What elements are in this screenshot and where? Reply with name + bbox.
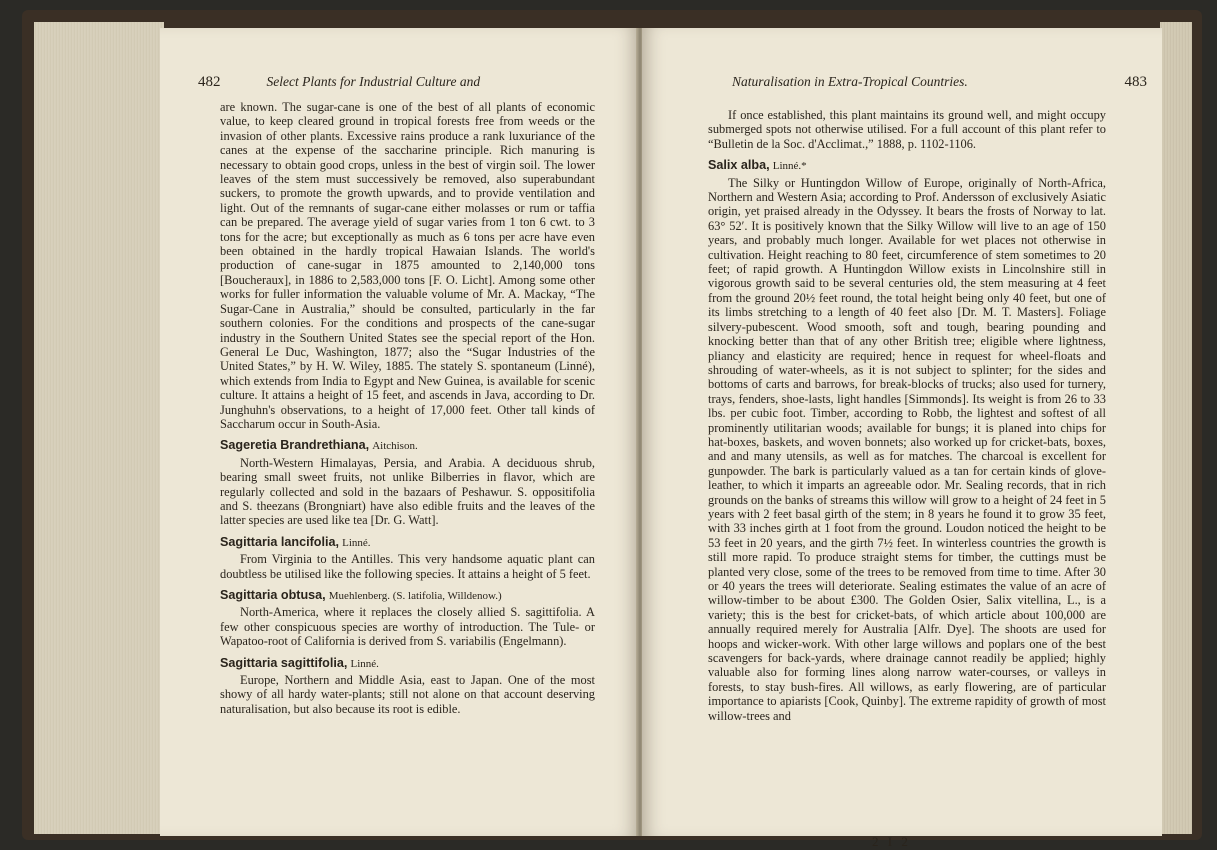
entry-name: Sagittaria sagittifolia, (220, 655, 348, 670)
entry-text: North-America, where it replaces the closely allied S. sagittifolia. A few other conspicuous species are worthy of introduction. The Tule- or Wapatoo-root of California is derived from S. variabilis (Engelmann). (220, 605, 595, 649)
entry-heading (220, 535, 595, 550)
left-page-number: 482 (198, 74, 221, 90)
entry-name: Salix alba, (708, 158, 770, 173)
entry-heading (220, 656, 595, 671)
right-page (642, 28, 1162, 849)
right-page-number: 483 (1124, 74, 1147, 90)
left-page-edges (34, 22, 164, 834)
entry-text: Europe, Northern and Middle Asia, east to Japan. One of the most showy of all hardy water-plants; still not alone on that account deserving naturalisation, but also because its root is edible. (220, 673, 595, 716)
right-running-head (732, 74, 1147, 92)
right-running-title: Naturalisation in Extra-Tropical Countries. (732, 74, 968, 89)
entry-authority: Linné. (342, 536, 371, 549)
left-page (160, 28, 638, 836)
entry-text: North-Western Himalayas, Persia, and Arabia. A deciduous shrub, bearing small sweet fruits, not unlike Bilberries in flavor, which are regularly collected and sold in the bazaars of Peshawur. S. oppositifolia and S. theezans (Brongniart) have also edible fruits and the leaves of the latter species are used like tea [Dr. G. Watt]. (220, 455, 595, 528)
entry-name: Sagittaria lancifolia, (220, 534, 339, 549)
entry-authority: Linné.* (772, 160, 807, 173)
right-page-edges (1160, 22, 1192, 834)
entry-authority: Linné. (350, 657, 379, 670)
entry-text: The Silky or Huntingdon Willow of Europe, originally of North-Africa, Northern and Western Asia; according to Prof. Andersson of exclusively Asiatic origin, yet praised already in the Odyssey. It bears the frosts of Norway to lat. 63° 52′. It is positively known that the Silky Willow will live to an age of 150 years, and probably much longer. Available for wet places not otherwise in cultivation. Height reaching to 80 feet, circumference of stem sometimes to 20 feet; of rapid growth. A Huntingdon Willow exists in Lincolnshire still in vigorous growth said to be several centuries old, the stem measuring at 4 feet from the ground 20½ feet round, the total height being only 40 feet, but one of its limbs stretching to a length of 40 feet also [Dr. M. T. Masters]. Foliage silvery-pubescent. Wood smooth, soft and tough, bearing pounding and knocking better than that of any other British tree; eligible where lightness, pliancy and elasticity are required; hence in request for wheel-floats and shrouding of water-wheels, as it is not subject to splinter; for the sides and bottoms of carts and barrows, for break-blocks of trucks; also used for turnery, trays, fenders, shoe-lasts, light handles [Simmonds]. Its weight is from 26 to 33 lbs. per cubic foot. Timber, according to Robb, the lightest and softest of all prominently utilitarian woods; available for bungs; it is planed into chips for hat-boxes, baskets, and woven bonnets; also worked up for cricket-bats, boxes, and and many utensils, as well as for matches. The charcoal is excellent for gunpowder. The bark is particularly valued as a tan for certain kinds of glove-leather, to which it imparts an agreeable odor. Mr. Sealing records, that in rich grounds on the banks of streams this willow will grow to a height of 24 feet in 5 years with 2 feet basal girth of the stem; in 8 years he found it to grow 35 feet, with 33 inches girth at 1 foot from the ground. Loudon noticed the height to be 53 feet in 20 years, and the girth 7½ feet. In winterless countries the growth is still more rapid. To produce straight stems for timber, the cuttings must be planted very close, some of the trees to be removed from time to time. After 30 or 40 years the trees will deteriorate. Sealing estimates the value of an acre of willow-timber to be about £300. The Golden Osier, Salix vitellina, L., is a variety; this is the best for cricket-bats, of which article about 100,000 are annually required merely for Australia [Alfr. Dye]. The shoots are used for hoops and wicker-work. With other large willows and poplars one of the best scavengers for back-yards, where drainage cannot readily be applied; highly valuable also for forming lines along narrow water-courses, or valleys in forests, to stay bush-fires. All willows, as early flowering, are of particular importance to apiarists [Cook, Quinby]. The extreme rapidity of growth of most willow-trees and (708, 175, 1106, 723)
entry-heading (220, 588, 595, 603)
entry-text: From Virginia to the Antilles. This very handsome aquatic plant can doubtless be utilised like the following species. It attains a height of 5 feet. (220, 552, 595, 581)
entry-heading (220, 438, 595, 453)
entry-name: Sageretia Brandrethiana, (220, 438, 370, 453)
right-page-body (708, 108, 1106, 723)
left-running-head (198, 74, 498, 92)
entry-name: Sagittaria obtusa, (220, 588, 326, 602)
entry-authority: Aitchison. (372, 440, 418, 453)
entry-authority: Muehlenberg. (S. latifolia, Willdenow.) (328, 590, 502, 602)
signature-mark: 2 I 2 (872, 834, 911, 849)
intro-paragraph-right: If once established, this plant maintains its ground well, and might occupy submerged spots not otherwise utilised. For a full account of this plant refer to “Bulletin de la Soc. d'Acclimat.,” 1888, p. 1102-1106. (708, 108, 1106, 151)
intro-paragraph-left: are known. The sugar-cane is one of the best of all plants of economic value, to keep cleared ground in tropical forests free from weeds or the invasion of other plants. Excessive rains produce a rank luxuriance of the canes at the expense of the saccharine principle. Rich manuring is necessary to obtain good crops, unless in the best of virgin soil. The lower leaves of the stem must successively be removed, also superabundant suckers, to promote the growth upwards, and to provide ventilation and light. Out of the remnants of sugar-cane either molasses or rum or taffia can be prepared. The average yield of sugar varies from 1 ton 6 cwt. to 3 tons for the acre; but exceptionally as much as 6 tons per acre have even been obtained in the hardly tropical Hawaian Islands. The world's production of cane-sugar in 1875 amounted to 2,140,000 tons [Boucheraux], in 1886 to 2,583,000 tons [F. O. Licht]. Among some other works for fuller information the valuable volume of Mr. A. Mackay, “The Sugar-Cane in Australia,” should be consulted, particularly in the far southern colonies. For the conditions and prospects of the cane-sugar industry in the Southern United States see the special report of the Hon. General Le Duc, Washington, 1877; also the “Sugar Industries of the United States,” by H. W. Wiley, 1885. The stately S. spontaneum (Linné), which extends from India to Egypt and New Guinea, is available for scenic culture. It attains a height of 15 feet, and ascends in Java, according to Dr. Junghuhn's observations, to a height of 17,000 feet. Other tall kinds of Saccharum occur in South-Asia. (220, 100, 595, 431)
entry-heading (708, 158, 1106, 173)
left-page-body (220, 100, 595, 716)
left-running-title: Select Plants for Industrial Culture and (266, 74, 481, 89)
